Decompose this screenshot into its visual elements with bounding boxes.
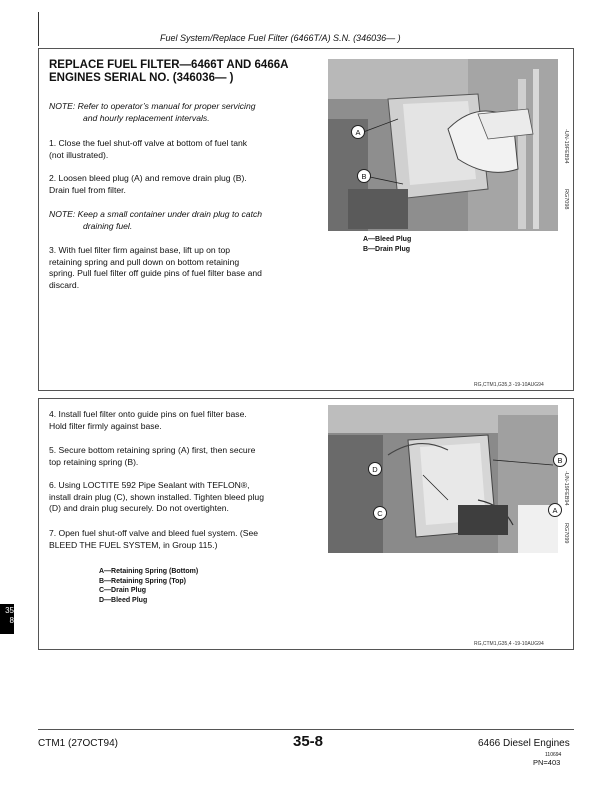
reference-code: RG,CTM1,G35,4 -19-10AUG94 [474,641,544,647]
legend-item: A—Bleed Plug [363,236,412,243]
callout-b: B [357,169,371,183]
tab-line: 8 [9,616,14,625]
step-2 [49,173,317,196]
section-install-fuel-filter [38,398,574,650]
step-5 [49,445,317,468]
footer-manual-id: CTM1 (27OCT94) [38,738,119,749]
page-number: 35-8 [293,733,324,750]
step-4 [49,409,317,432]
note-line: draining fuel. [83,220,133,231]
step-7 [49,528,317,551]
step-line: (not illustrated). [49,149,109,160]
note-line: and hourly replacement intervals. [83,112,210,123]
photo-code-top: -UN-19FEB94 [563,129,569,164]
legend-photo-1 [363,235,411,254]
heading-line-2: ENGINES SERIAL NO. (346036— ) [49,72,234,84]
callout-c: C [373,506,387,520]
step-line: 4. Install fuel filter onto guide pins on fuel filter base. [49,409,247,419]
installed-filter-photo-art [328,405,558,553]
note-container [49,209,317,232]
callout-d: D [368,462,382,476]
step-line: 3. With fuel filter firm against base, lift up on top [49,245,231,255]
reference-code: RG,CTM1,G35,3 -19-10AUG94 [474,382,544,388]
legend-item: B—Drain Plug [363,245,411,253]
step-line: top retaining spring (B). [49,456,139,467]
note-line: NOTE: Refer to operator’s manual for proper servicing [49,101,256,111]
legend-item: C—Drain Plug [99,587,147,594]
step-line: 1. Close the fuel shut-off valve at bottom of fuel tank [49,138,248,148]
callout-a: A [548,503,562,517]
step-line: 5. Secure bottom retaining spring (A) first, then secure [49,445,256,455]
step-line: 6. Using LOCTITE 592 Pipe Sealant with TEFLON®, [49,480,250,490]
photo-code-top: -UN-19FEB94 [563,471,569,506]
photo-code-bottom: RG7099 [563,523,569,544]
step-line: BLEED THE FUEL SYSTEM, in Group 115.) [49,539,218,550]
footer-product: 6466 Diesel Engines [478,738,570,749]
step-line: retaining spring and pull down on bottom retaining [49,256,240,267]
step-line: Hold filter firmly against base. [49,420,162,431]
tab-line: 35 [5,606,14,615]
footer-pn: PN=403 [533,758,561,767]
note-servicing [49,101,317,124]
heading-line-1: REPLACE FUEL FILTER—6466T AND 6466A [49,59,289,71]
legend-photo-2 [99,567,198,605]
footer-date-code: 110694 [545,752,562,758]
legend-item: A—Retaining Spring (Bottom) [99,568,199,575]
callout-b: B [553,453,567,467]
step-line: 7. Open fuel shut-off valve and bleed fuel system. (See [49,528,259,538]
callout-a: A [351,125,365,139]
section-replace-fuel-filter [38,48,574,391]
step-line: install drain plug (C), shown installed. Tighten bleed plug [49,491,264,502]
step-line: (D) and drain plug securely. Do not overtighten. [49,503,229,513]
installed-filter-photo [328,405,563,553]
step-6 [49,480,317,515]
header-rule [38,12,39,46]
page-header-title: Fuel System/Replace Fuel Filter (6466T/A) S.N. (346036— ) [160,33,401,43]
step-3 [49,245,317,291]
section-tab [0,604,14,634]
legend-item: D—Bleed Plug [99,596,148,604]
footer-rule [38,729,574,730]
fuel-filter-photo-art [328,59,558,231]
photo-code-bottom: RG7098 [563,189,569,210]
legend-item: B—Retaining Spring (Top) [99,577,186,585]
section-heading [49,59,288,85]
step-line: spring. Pull fuel filter off guide pins of fuel filter base and [49,268,262,278]
note-line: NOTE: Keep a small container under drain plug to catch [49,209,263,219]
step-line: discard. [49,279,80,290]
fuel-filter-photo [328,59,558,231]
step-line: 2. Loosen bleed plug (A) and remove drain plug (B). [49,173,247,183]
step-line: Drain fuel from filter. [49,184,126,195]
step-1 [49,138,317,161]
